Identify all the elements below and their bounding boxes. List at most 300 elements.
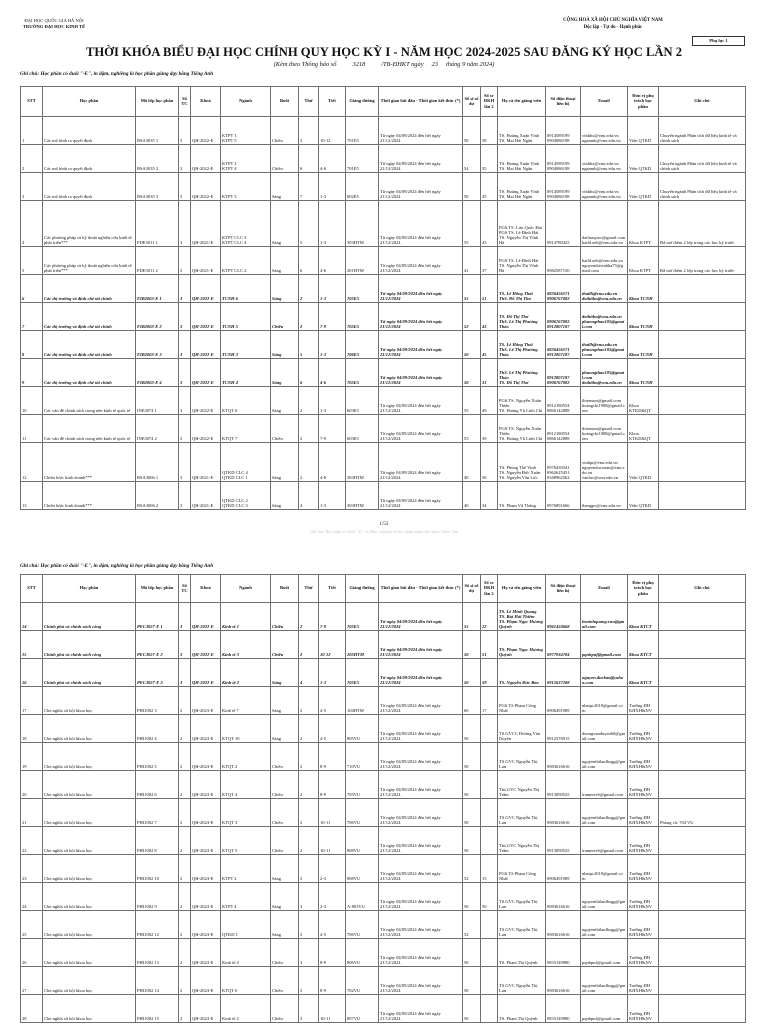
cell-ma-lop: PEC3027-E 1 — [136, 603, 179, 631]
cell-so-tc: 3 — [179, 173, 191, 201]
column-header-giang-duong: Giảng đường — [346, 575, 379, 603]
cell-giang-vien: TS. Phạm Thị Quỳnh — [498, 939, 546, 967]
cell-hoc-phan: Các phương pháp và kỹ thuật nghiên cứu kinh tế phát triển*** — [43, 201, 136, 247]
column-header-tiet: Tiết — [319, 87, 346, 117]
cell-buoi: Sáng — [271, 201, 299, 247]
cell-si-so: 52 — [463, 855, 481, 883]
cell-si-so: 50 — [463, 827, 481, 855]
cell-khoa: QH-2022-E — [191, 145, 221, 173]
cell-nganh: Kinh tế 3 — [221, 631, 271, 659]
cell-buoi: Sáng — [271, 247, 299, 275]
cell-so-sv-dkh: 22 — [481, 603, 498, 631]
cell-thu: 3 — [299, 855, 319, 883]
cell-tiet: 1-3 — [319, 659, 346, 687]
cell-thu: 2 — [299, 631, 319, 659]
cell-dien-thoai: 0913090525 — [546, 827, 581, 855]
national-header — [556, 18, 670, 31]
cell-don-vi: Viện QTKD — [628, 173, 659, 201]
cell-thoi-gian: Từ ngày 04/09/2024 đến hết ngày 21/12/2024 — [379, 799, 463, 827]
cell-stt: 13 — [21, 482, 43, 510]
cell-tiet: 8-9 — [319, 967, 346, 995]
notice-day: 23 — [431, 61, 438, 68]
cell-email: thailh@vnu.edu.vn phuongthao105@gmail.com — [581, 331, 628, 359]
column-header-email: Email — [581, 575, 628, 603]
cell-giang-vien: TS. Đỗ Thị Thơ ThS. Lê Thị Phương Thảo — [498, 303, 546, 331]
cell-email: thailh@vnu.edu.vn dothitho@vnu.edu.vn — [581, 275, 628, 303]
cell-nganh: TCNH 4 — [221, 359, 271, 387]
cell-buoi: Sáng — [271, 331, 299, 359]
cell-giang-duong: 104HTM — [346, 687, 379, 715]
cell-email: pqnhpnf@gmail.com — [581, 939, 628, 967]
cell-hoc-phan: Chủ nghĩa xã hội khoa học — [43, 911, 136, 939]
cell-hoc-phan: Chủ nghĩa xã hội khoa học — [43, 995, 136, 1023]
cell-dien-thoai: 0836456571 0912807187 — [546, 331, 581, 359]
cell-so-tc: 2 — [179, 967, 191, 995]
cell-si-so: 55 — [463, 275, 481, 303]
cell-si-so: 55 — [463, 603, 481, 631]
column-header-ma-lop: Mã lớp học phần — [136, 575, 179, 603]
cell-si-so: 55 — [463, 387, 481, 415]
cell-khoa: QH-2022-E — [191, 631, 221, 659]
cell-nganh: KTPT CLC 2 — [221, 247, 271, 275]
cell-nganh: Kinh tế 1 — [221, 603, 271, 631]
table-row — [21, 687, 746, 715]
cell-ma-lop: PHI1002 10 — [136, 855, 179, 883]
cell-giang-vien: TS.GVC Nguyễn Thị Lan — [498, 911, 546, 939]
cell-ma-lop: INE3074 2 — [136, 415, 179, 443]
cell-khoa: QH-2021-E — [191, 482, 221, 510]
cell-ma-lop: PHI1002 13 — [136, 939, 179, 967]
column-header-hoc-phan: Học phần — [43, 575, 136, 603]
cell-dien-thoai: 0912376915 — [546, 715, 581, 743]
cell-don-vi: Trường ĐH KHXH&NV — [628, 771, 659, 799]
cell-ma-lop: BSA3035 3 — [136, 173, 179, 201]
cell-thu: 6 — [299, 359, 319, 387]
cell-stt: 18 — [21, 715, 43, 743]
cell-giang-duong: 705E5 — [346, 659, 379, 687]
cell-email: nguyenthilanfbsgg@gmail.com — [581, 799, 628, 827]
cell-dien-thoai: 0983616616 — [546, 883, 581, 911]
cell-buoi: Sáng — [271, 883, 299, 911]
cell-ma-lop: PHI1002 9 — [136, 883, 179, 911]
cell-giang-duong: 705E5 — [346, 275, 379, 303]
cell-nganh: KTPT CLC 3 KTPT CLC 4 — [221, 201, 271, 247]
cell-khoa: QH-2022-E — [191, 303, 221, 331]
cell-don-vi: Viện QTKD — [628, 443, 659, 482]
cell-nganh: KTQT 4 — [221, 771, 271, 799]
cell-nganh: QTKD CLC 4 QTKD CLC 1 — [221, 443, 271, 482]
page-number: 1/53 — [379, 522, 389, 527]
cell-ma-lop: FIB2003-E 4 — [136, 359, 179, 387]
cell-ma-lop: PHI1002 7 — [136, 799, 179, 827]
national-motto: Độc lập - Tự do - Hạnh phúc — [583, 24, 643, 30]
cell-don-vi: Khoa KTCT — [628, 659, 659, 687]
cell-khoa: QH-2022-E — [191, 359, 221, 387]
column-header-thoi-gian: Thời gian bắt đầu - Thời gian kết thúc (*) — [379, 87, 463, 117]
cell-don-vi: Khoa KTKD&QT — [628, 415, 659, 443]
cell-email: haild.ueb@vnu.edu.vn nguyenthivinhha75@gmail.com — [581, 247, 628, 275]
cell-ghi-chu — [659, 631, 746, 659]
cell-ma-lop: BSA3035 1 — [136, 117, 179, 145]
cell-khoa: QH-2021-E — [191, 443, 221, 482]
cell-si-so: 50 — [463, 883, 481, 911]
cell-dien-thoai: 0914589199 0904086198 — [546, 145, 581, 173]
cell-khoa: QH-2024-E — [191, 855, 221, 883]
cell-giang-vien: TS.GVC Nguyễn Thị Lan — [498, 883, 546, 911]
cell-so-sv-dkh: 50 — [481, 883, 498, 911]
cell-buoi: Chiều — [271, 939, 299, 967]
cell-so-tc: 3 — [179, 359, 191, 387]
cell-khoa: QH-2024-E — [191, 967, 221, 995]
cell-so-sv-dkh: 43 — [481, 303, 498, 331]
cell-ghi-chu — [659, 995, 746, 1023]
cell-thu: 2 — [299, 387, 319, 415]
cell-don-vi: Trường ĐH KHXH&NV — [628, 743, 659, 771]
cell-stt: 28 — [21, 995, 43, 1023]
cell-buoi: Sáng — [271, 275, 299, 303]
cell-khoa: QH-2024-E — [191, 743, 221, 771]
cell-hoc-phan: Các mô hình ra quyết định — [43, 145, 136, 173]
cell-don-vi: Trường ĐH KHXH&NV — [628, 799, 659, 827]
cell-stt: 11 — [21, 415, 43, 443]
cell-dien-thoai: 0914780425 — [546, 201, 581, 247]
cell-so-sv-dkh: 45 — [481, 173, 498, 201]
cell-giang-vien: TS. Phạm Ngọc Hương Quỳnh — [498, 631, 546, 659]
cell-buoi: Chiều — [271, 771, 299, 799]
cell-thoi-gian: Từ ngày 04/09/2024 đến hết ngày 21/12/2024 — [379, 415, 463, 443]
cell-so-tc: 3 — [179, 631, 191, 659]
cell-stt: 14 — [21, 603, 43, 631]
cell-email: tramntvr6@gmail.com — [581, 827, 628, 855]
cell-stt: 1 — [21, 117, 43, 145]
cell-hoc-phan: Chủ nghĩa xã hội khoa học — [43, 883, 136, 911]
cell-giang-vien: TS. Nguyễn Đức Bảo — [498, 659, 546, 687]
column-header-email: Email — [581, 87, 628, 117]
column-header-stt: STT — [21, 575, 43, 603]
cell-stt: 20 — [21, 771, 43, 799]
column-header-buoi: Buổi — [271, 575, 299, 603]
cell-ghi-chu — [659, 855, 746, 883]
cell-thoi-gian: Từ ngày 04/09/2024 đến hết ngày 21/12/2024 — [379, 687, 463, 715]
cell-khoa: QH-2024-E — [191, 715, 221, 743]
cell-don-vi: Khoa TCNH — [628, 303, 659, 331]
cell-don-vi: Trường ĐH KHXH&NV — [628, 883, 659, 911]
cell-stt: 23 — [21, 855, 43, 883]
cell-hoc-phan: Các vấn đề chính sách trong nền kinh tế quốc tế — [43, 387, 136, 415]
cell-so-tc: 2 — [179, 687, 191, 715]
column-header-so-tc: Số TC — [179, 575, 191, 603]
table-row — [21, 303, 746, 331]
subtitle-mid: /TB-ĐHKT ngày — [381, 61, 424, 68]
cell-thu: 6 — [299, 145, 319, 173]
cell-so-tc: 3 — [179, 145, 191, 173]
cell-dien-thoai: 0914589199 0904086198 — [546, 117, 581, 145]
column-header-don-vi: Đơn vị phụ trách học phần — [628, 87, 659, 117]
cell-si-so: 50 — [463, 799, 481, 827]
cell-khoa: QH-2024-E — [191, 799, 221, 827]
cell-buoi: Chiều — [271, 743, 299, 771]
cell-si-so: 50 — [463, 659, 481, 687]
cell-khoa: QH-2024-E — [191, 771, 221, 799]
cell-buoi: Chiều — [271, 631, 299, 659]
cell-buoi: Chiều — [271, 117, 299, 145]
cell-so-sv-dkh — [481, 827, 498, 855]
cell-dien-thoai: 0983616616 — [546, 799, 581, 827]
cell-so-sv-dkh: 36 — [481, 443, 498, 482]
cell-tiet: 4-6 — [319, 359, 346, 387]
cell-tiet: 4-6 — [319, 247, 346, 275]
cell-buoi: Sáng — [271, 659, 299, 687]
cell-giang-vien: Ths.GVC Nguyễn Thị Trâm — [498, 827, 546, 855]
cell-so-sv-dkh — [481, 967, 498, 995]
cell-hoc-phan: Chủ nghĩa xã hội khoa học — [43, 687, 136, 715]
cell-thoi-gian: Từ ngày 04/09/2024 đến hết ngày 21/12/2024 — [379, 387, 463, 415]
cell-nganh: TCNH 3 — [221, 331, 271, 359]
cell-thu: 2 — [299, 443, 319, 482]
cell-email: nguyen.ducbao@yahoo.com — [581, 659, 628, 687]
cell-so-sv-dkh — [481, 771, 498, 799]
cell-email: datluuquoc@gmail.com haild.ueb@vnu.edu.vn — [581, 201, 628, 247]
cell-hoc-phan: Các mô hình ra quyết định — [43, 173, 136, 201]
cell-giang-vien: TS.GVC Nguyễn Thị Lan — [498, 799, 546, 827]
cell-so-tc: 3 — [179, 603, 191, 631]
cell-thu: 2 — [299, 603, 319, 631]
cell-hoc-phan: Các thị trường và định chế tài chính — [43, 303, 136, 331]
cell-hoc-phan: Chính phủ và chính sách công — [43, 659, 136, 687]
table-row — [21, 631, 746, 659]
cell-so-sv-dkh: 39 — [481, 415, 498, 443]
cell-giang-duong: 303HTM — [346, 201, 379, 247]
cell-giang-duong: 805VU — [346, 715, 379, 743]
cell-buoi: Sáng — [271, 173, 299, 201]
cell-si-so: 50 — [463, 359, 481, 387]
cell-so-sv-dkh: 43 — [481, 201, 498, 247]
cell-thoi-gian: Từ ngày 04/09/2024 đến hết ngày 21/12/2024 — [379, 855, 463, 883]
cell-so-tc: 2 — [179, 911, 191, 939]
cell-khoa: QH-2024-E — [191, 939, 221, 967]
cell-hoc-phan: Chiến lược kinh doanh*** — [43, 482, 136, 510]
cell-giang-vien: TS. Phạm Vũ Thắng — [498, 482, 546, 510]
column-header-tiet: Tiết — [319, 575, 346, 603]
cell-tiet: 1-3 — [319, 331, 346, 359]
cell-ghi-chu — [659, 275, 746, 303]
cell-tiet: 10-11 — [319, 827, 346, 855]
cell-thoi-gian: Từ ngày 04/09/2024 đến hết ngày 21/12/2024 — [379, 603, 463, 631]
cell-ma-lop: PHI1002 3 — [136, 687, 179, 715]
cell-khoa: QH-2022-E — [191, 603, 221, 631]
table-row — [21, 995, 746, 1023]
cell-si-so: 50 — [463, 995, 481, 1023]
table-row — [21, 482, 746, 510]
cell-giang-duong: 602E5 — [346, 173, 379, 201]
cell-so-sv-dkh — [481, 799, 498, 827]
document-subtitle — [0, 61, 768, 68]
cell-si-so: 50 — [463, 631, 481, 659]
cell-hoc-phan: Các thị trường và định chế tài chính — [43, 275, 136, 303]
cell-tiet: 10-11 — [319, 995, 346, 1023]
cell-khoa: QH-2024-E — [191, 995, 221, 1023]
english-course-note-page-2: Ghi chú: Học phần có đuôi "-E", in đậm, nghiêng là học phần giảng dạy bằng Tiếng Anh — [20, 563, 214, 569]
cell-tiet: 4-6 — [319, 443, 346, 482]
cell-tiet: 10-11 — [319, 799, 346, 827]
cell-ghi-chu: Phòng cũ: 704 VU — [659, 799, 746, 827]
cell-so-tc: 2 — [179, 715, 191, 743]
cell-hoc-phan: Các thị trường và định chế tài chính — [43, 331, 136, 359]
cell-si-so: 52 — [463, 911, 481, 939]
cell-dien-thoai: 0983616616 — [546, 743, 581, 771]
cell-buoi: Chiều — [271, 995, 299, 1023]
cell-stt: 6 — [21, 275, 43, 303]
cell-si-so: 60 — [463, 687, 481, 715]
column-header-ghi-chu: Ghi chú — [659, 575, 746, 603]
table-row — [21, 201, 746, 247]
cell-khoa: QH-2021-E — [191, 247, 221, 275]
cell-giang-vien: TS. Hoàng Xuân Vinh TS. Mai Hải Ngân — [498, 173, 546, 201]
cell-thu: 7 — [299, 173, 319, 201]
organization-name: TRƯỜNG ĐẠI HỌC KINH TẾ — [22, 24, 86, 30]
column-header-si-so: Số sĩ số dự — [463, 87, 481, 117]
cell-email: thienxnn@gmail.com hoangchi1988@gmail.com — [581, 415, 628, 443]
cell-buoi: Chiều — [271, 799, 299, 827]
cell-so-sv-dkh: 55 — [481, 145, 498, 173]
cell-nganh: Kinh tế 2 — [221, 995, 271, 1023]
cell-khoa: QH-2022-E — [191, 659, 221, 687]
cell-ma-lop: PHI1002 6 — [136, 771, 179, 799]
table-row — [21, 275, 746, 303]
cell-si-so: 50 — [463, 715, 481, 743]
cell-nganh: TCNH 5 — [221, 303, 271, 331]
cell-ghi-chu: Chuyển ngành Phân tích dữ liệu kinh tế và chính sách — [659, 145, 746, 173]
cell-khoa: QH-2022-E — [191, 117, 221, 145]
cell-ma-lop: BSA3035 2 — [136, 145, 179, 173]
cell-thu: 3 — [299, 967, 319, 995]
cell-email: dothitho@vnu.edu.vn phuongthao105@gmail.com — [581, 303, 628, 331]
cell-dien-thoai: 0906767082 0912807187 — [546, 303, 581, 331]
cell-thoi-gian: Từ ngày 04/09/2024 đến hết ngày 21/12/2024 — [379, 939, 463, 967]
cell-ghi-chu — [659, 303, 746, 331]
cell-thu: 2 — [299, 117, 319, 145]
cell-stt: 26 — [21, 939, 43, 967]
document-title: THỜI KHÓA BIỂU ĐẠI HỌC CHÍNH QUY HỌC KỲ I - NĂM HỌC 2024-2025 SAU ĐĂNG KÝ HỌC LẦN 2 — [85, 45, 682, 59]
cell-dien-thoai: 0833149980 — [546, 995, 581, 1023]
table-row — [21, 173, 746, 201]
cell-so-sv-dkh: 31 — [481, 359, 498, 387]
cell-ghi-chu — [659, 359, 746, 387]
cell-email: leminhquang.vnu@gmail.com — [581, 603, 628, 631]
cell-thu: 2 — [299, 687, 319, 715]
cell-giang-vien: TS.GVC Nguyễn Thị Lan — [498, 967, 546, 995]
cell-nganh: KTQT 10 — [221, 715, 271, 743]
table-row — [21, 855, 746, 883]
table-row — [21, 799, 746, 827]
cell-giang-vien: TS. Lê Hồng Thái ThS. Lê Thị Phương Thảo — [498, 331, 546, 359]
cell-don-vi: Khoa TCNH — [628, 359, 659, 387]
cell-don-vi: Khoa KTPT — [628, 201, 659, 247]
cell-thu: 2 — [299, 303, 319, 331]
cell-ma-lop: BSA3066 2 — [136, 482, 179, 510]
cell-giang-duong: 701E5 — [346, 117, 379, 145]
cell-thu: 3 — [299, 939, 319, 967]
cell-nganh: KTQT 3 — [221, 799, 271, 827]
cell-stt: 19 — [21, 743, 43, 771]
cell-tiet: 2-3 — [319, 883, 346, 911]
cell-email: thangpv@vnu.edu.vn — [581, 482, 628, 510]
cell-so-tc: 3 — [179, 331, 191, 359]
cell-giang-duong: 303HTM — [346, 482, 379, 510]
cell-tiet: 4-5 — [319, 715, 346, 743]
cell-giang-duong: 808VU — [346, 827, 379, 855]
cell-dien-thoai: 0906491989 — [546, 687, 581, 715]
column-header-si-so: Số sĩ số dự — [463, 575, 481, 603]
column-header-thu: Thứ — [299, 87, 319, 117]
cell-buoi: Chiều — [271, 603, 299, 631]
cell-don-vi: Khoa TCNH — [628, 275, 659, 303]
cell-so-sv-dkh: 45 — [481, 331, 498, 359]
cell-si-so: 55 — [463, 201, 481, 247]
cell-ma-lop: PEC3027-E 3 — [136, 659, 179, 687]
cell-khoa: QH-2022-E — [191, 173, 221, 201]
cell-don-vi: Trường ĐH KHXH&NV — [628, 939, 659, 967]
cell-so-tc: 2 — [179, 995, 191, 1023]
cell-khoa: QH-2022-E — [191, 275, 221, 303]
cell-stt: 22 — [21, 827, 43, 855]
cell-email: pqnhpnf@gmail.com — [581, 995, 628, 1023]
column-header-so-sv-dkh: Số sv ĐKH lần 2 — [481, 87, 498, 117]
cell-so-tc: 3 — [179, 659, 191, 687]
column-header-hoc-phan: Học phần — [43, 87, 136, 117]
cell-dien-thoai: 0912180554 0866142888 — [546, 387, 581, 415]
cell-giang-duong: A-803VU — [346, 883, 379, 911]
cell-nganh: TCNH 6 — [221, 275, 271, 303]
cell-stt: 24 — [21, 883, 43, 911]
table-header — [21, 575, 746, 603]
cell-don-vi: Trường ĐH KHXH&NV — [628, 827, 659, 855]
cell-don-vi: Khoa KTCT — [628, 603, 659, 631]
cell-si-so: 50 — [463, 771, 481, 799]
cell-khoa: QH-2022-E — [191, 387, 221, 415]
table-row — [21, 443, 746, 482]
cell-dien-thoai: 0912807187 0906767082 — [546, 359, 581, 387]
cell-so-tc: 2 — [179, 883, 191, 911]
cell-giang-vien: PGS.TS. Lưu Quốc Đạt PGS.TS. Lê Đình Hải TS. Nguyễn Thị Vĩnh Hà — [498, 201, 546, 247]
cell-stt: 4 — [21, 201, 43, 247]
cell-dien-thoai: 0976891666 — [546, 482, 581, 510]
subtitle-suffix: tháng 9 năm 2024) — [445, 61, 495, 68]
cell-tiet: 2-3 — [319, 855, 346, 883]
cell-nganh: KTQT 5 — [221, 827, 271, 855]
cell-giang-duong: 705E5 — [346, 359, 379, 387]
cell-stt: 15 — [21, 631, 43, 659]
cell-ghi-chu — [659, 967, 746, 995]
cell-ghi-chu — [659, 687, 746, 715]
cell-stt: 16 — [21, 659, 43, 687]
table-row — [21, 117, 746, 145]
cell-nganh: Kinh tế 7 — [221, 687, 271, 715]
cell-hoc-phan: Các thị trường và định chế tài chính — [43, 359, 136, 387]
cell-buoi: Sáng — [271, 911, 299, 939]
cell-hoc-phan: Các vấn đề chính sách trong nền kinh tế quốc tế — [43, 415, 136, 443]
cell-don-vi: Viện QTKD — [628, 117, 659, 145]
cell-buoi: Chiều — [271, 415, 299, 443]
cell-nganh: KTQT 7 — [221, 415, 271, 443]
cell-giang-duong: 808VU — [346, 855, 379, 883]
column-header-khoa: Khoá — [191, 575, 221, 603]
cell-so-tc: 3 — [179, 482, 191, 510]
cell-tiet: 10-12 — [319, 117, 346, 145]
cell-thoi-gian: Từ ngày 04/09/2024 đến hết ngày 21/12/2024 — [379, 771, 463, 799]
cell-so-sv-dkh: 17 — [481, 687, 498, 715]
cell-giang-duong: 706VU — [346, 799, 379, 827]
